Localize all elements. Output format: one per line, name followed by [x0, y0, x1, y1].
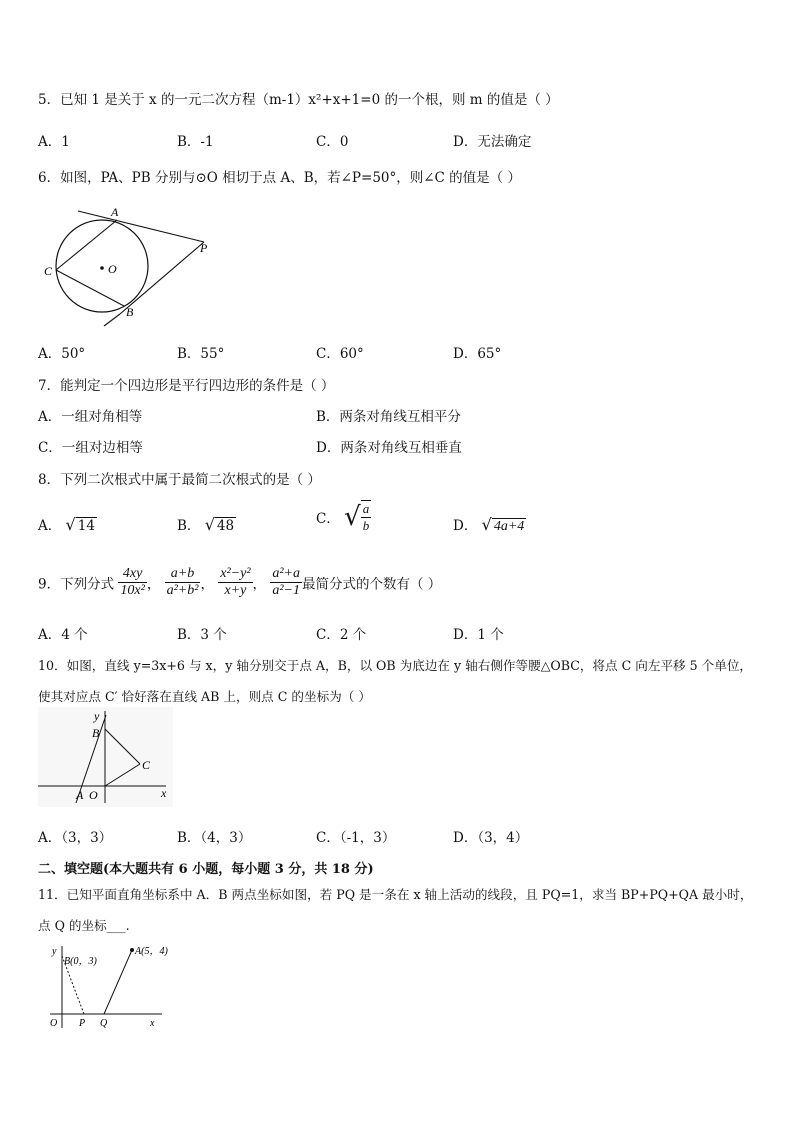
fraction-3	[218, 566, 252, 599]
q7-option-a: A．一组对角相等	[38, 409, 143, 425]
q10-option-b: B．（4，3）	[177, 830, 252, 846]
q8-option-a	[38, 514, 97, 534]
label-a: A	[76, 788, 84, 802]
circle-o	[56, 220, 148, 312]
label-p: P	[200, 241, 208, 255]
section-2-title: 二、填空题(本大题共有 6 小题，每小题 3 分，共 18 分)	[38, 862, 374, 877]
fraction-1	[118, 566, 146, 599]
q8-option-b	[177, 514, 236, 534]
q9-suffix: 最简分式的个数有（ ）	[301, 576, 442, 593]
q8-option-d-letter: D．	[453, 518, 478, 534]
fraction-4-den: a²−1	[272, 583, 300, 598]
q10-option-c: C．（-1，3）	[316, 830, 396, 846]
label-b: B	[126, 305, 134, 319]
q7-option-d: D．两条对角线互相垂直	[316, 440, 462, 456]
label-y: y	[94, 709, 100, 723]
q6-option-a: A．50°	[38, 346, 86, 362]
label-p: P	[79, 1018, 86, 1029]
q8-option-c	[316, 500, 371, 534]
fraction-1-den: 10x²	[120, 583, 145, 598]
question-11-line1: 11．已知平面直角坐标系中 A．B 两点坐标如图，若 PQ 是一条在 x 轴上活动的线段，且 PQ=1，求当 BP+PQ+QA 最小时，	[38, 887, 753, 902]
q8-option-c-letter: C．	[316, 511, 340, 527]
segment-pb	[120, 242, 204, 314]
sqrt-14: √ 14	[65, 515, 95, 534]
label-a: A	[111, 205, 119, 219]
comma-3: ，	[252, 576, 267, 593]
q6-option-d: D．65°	[453, 346, 502, 362]
q5-option-d: D．无法确定	[453, 134, 532, 150]
question-7-text: 7．能判定一个四边形是平行四边形的条件是（ ）	[38, 378, 335, 394]
q8-option-d	[453, 514, 526, 535]
q10-option-a: A．（3，3）	[38, 830, 113, 846]
fraction-1-num: 4xy	[118, 566, 146, 583]
radicand-48: 48	[216, 518, 235, 534]
fraction-4-num: a²+a	[272, 566, 300, 581]
q11-graph-figure	[38, 940, 178, 1032]
q10-option-d: D．（3，4）	[453, 830, 529, 846]
point-a	[130, 948, 134, 952]
label-y: y	[52, 946, 57, 957]
q6-circle-figure	[38, 202, 218, 332]
sqrt-48: √ 48	[204, 515, 235, 534]
q9-option-c: C．2 个	[316, 627, 367, 643]
question-9-text	[38, 566, 441, 599]
label-o: O	[50, 1018, 58, 1029]
label-o: O	[108, 262, 117, 276]
fraction-3-den: x+y	[224, 583, 247, 598]
frac-den-b: b	[362, 518, 370, 533]
question-11-line2: 点 Q 的坐标___.	[38, 918, 130, 933]
frac-num-a: a	[362, 501, 370, 516]
label-x: x	[161, 786, 167, 800]
question-10-line1: 10．如图，直线 y=3x+6 与 x，y 轴分别交于点 A，B，以 OB 为底边在 y 轴右侧作等腰△OBC，将点 C 向左平移 5 个单位，	[38, 658, 753, 673]
q5-option-a: A．1	[38, 134, 70, 150]
q9-option-b: B．3 个	[177, 627, 227, 643]
fraction-3-num: x²−y²	[220, 566, 251, 581]
question-5-text: 5．已知 1 是关于 x 的一元二次方程（m-1）x²+x+1=0 的一个根，则 m 的值是（ ）	[38, 92, 559, 108]
question-8-text: 8．下列二次根式中属于最简二次根式的是（ ）	[38, 472, 321, 488]
tangent-pa	[78, 211, 204, 242]
label-o: O	[89, 788, 98, 802]
q8-option-a-letter: A．	[38, 518, 62, 534]
fraction-2-num: a+b	[165, 566, 201, 583]
fraction-4	[270, 566, 302, 599]
q9-option-a: A．4 个	[38, 627, 88, 643]
q7-option-b: B．两条对角线互相平分	[316, 409, 461, 425]
center-dot	[100, 266, 104, 270]
label-c: C	[44, 264, 53, 278]
q7-option-c: C．一组对边相等	[38, 440, 143, 456]
q6-option-c: C．60°	[316, 346, 364, 362]
label-b: B(0，3)	[64, 956, 97, 967]
radicand-4a-plus-4: 4a+4	[493, 519, 525, 534]
label-a: A(5，4)	[135, 946, 168, 957]
q10-graph-figure	[38, 707, 173, 807]
question-6-text: 6．如图，PA、PB 分别与⊙O 相切于点 A、B，若∠P=50°，则∠C 的值是（ ）	[38, 170, 521, 186]
radicand-14: 14	[77, 518, 95, 534]
q5-option-b: B．-1	[177, 134, 214, 150]
fraction-2-den: a²+b²	[166, 583, 199, 598]
q9-prefix: 9．下列分式	[38, 576, 115, 593]
label-x: x	[150, 1018, 155, 1029]
fraction-2	[165, 566, 201, 599]
q6-option-b: B．55°	[177, 346, 225, 362]
label-c: C	[142, 758, 151, 772]
q9-option-d: D．1 个	[453, 627, 504, 643]
question-10-line2: 使其对应点 C′ 恰好落在直线 AB 上，则点 C 的坐标为（ ）	[38, 689, 371, 704]
comma-1: ，	[146, 576, 161, 593]
q5-option-c: C．0	[316, 134, 349, 150]
comma-2: ，	[200, 576, 214, 593]
tangent-pb-ext	[104, 314, 120, 326]
sqrt-a-over-b: √ $\frac{a}{b}$	[344, 501, 370, 533]
segment-qa	[104, 950, 132, 1014]
q8-option-b-letter: B．	[177, 518, 201, 534]
label-b: B	[92, 726, 100, 740]
label-q: Q	[100, 1018, 108, 1029]
sqrt-4a-plus-4: √ 4a+4	[481, 515, 525, 534]
